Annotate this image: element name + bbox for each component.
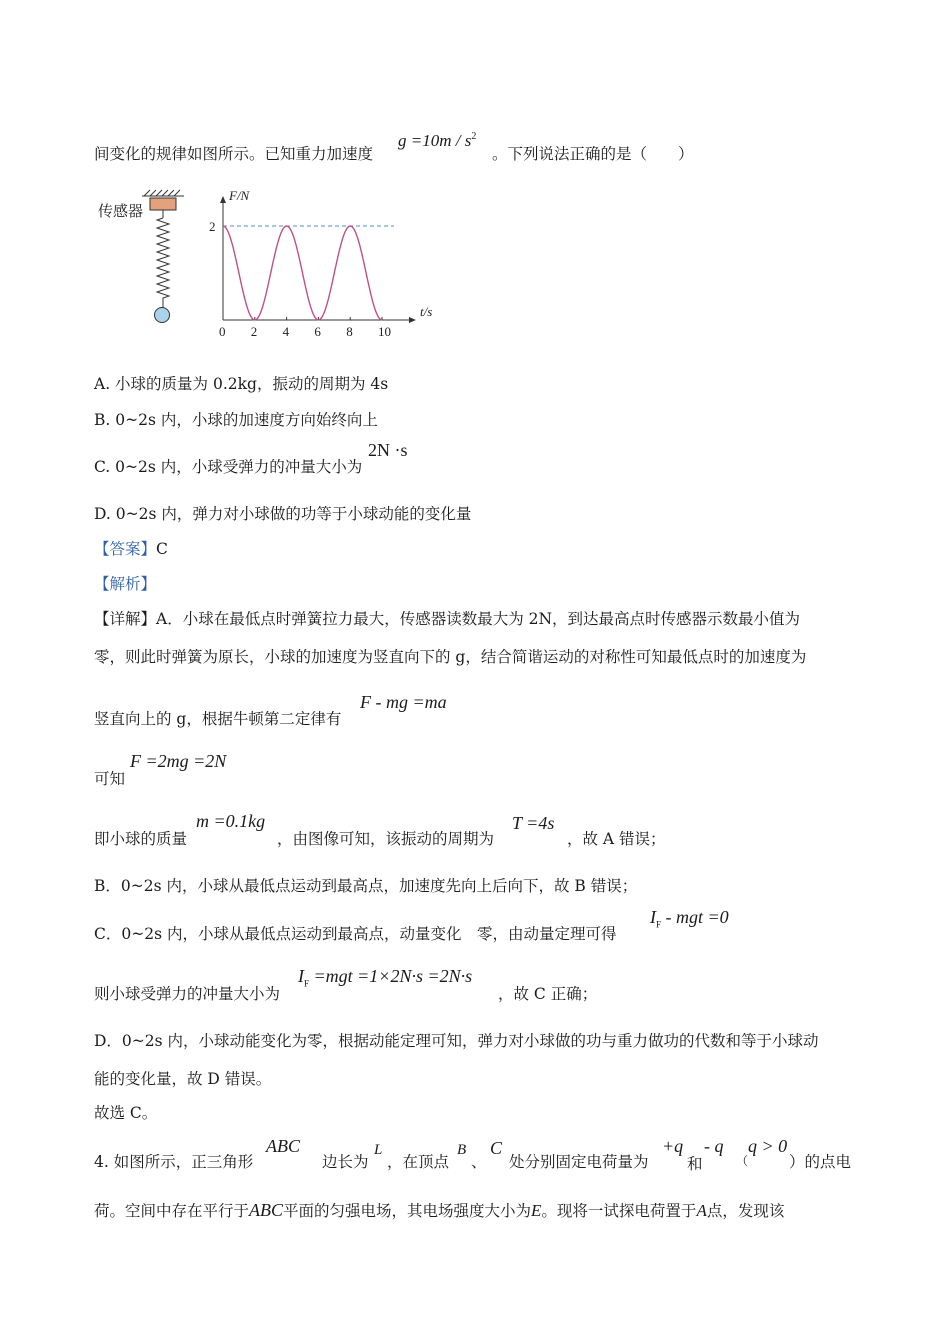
option-c-text: C. 0~2s 内，小球受弹力的冲量大小为: [94, 458, 363, 476]
answer-line: [94, 537, 168, 559]
g-expr: g =10m / s: [398, 131, 472, 150]
x-tick-8: 8: [346, 324, 353, 339]
intro-before: 间变化的规律如图所示。已知重力加速度: [94, 145, 374, 163]
detail-line-6: B．0~2s 内，小球从最低点运动到最高点，加速度先向上后向下，故 B 错误；: [94, 877, 638, 895]
detail-line-5a: 即小球的质量: [94, 830, 188, 848]
figure: [96, 184, 436, 344]
q4-line-1: [94, 1150, 253, 1172]
q4-line2c: 。现将一试探电荷置于: [541, 1202, 697, 1220]
equation-newton: F - mg =ma: [360, 692, 447, 712]
x-tick-4: 4: [282, 324, 290, 339]
q4-condition: q > 0: [748, 1136, 788, 1156]
option-a: A. 小球的质量为 0.2kg，振动的周期为 4s: [94, 375, 389, 393]
q4-sep: 、: [471, 1153, 487, 1171]
q4-E: E: [531, 1201, 542, 1220]
y-axis-arrow: [220, 196, 226, 203]
sensor-label: 传感器: [98, 202, 144, 220]
q4-B: B: [457, 1142, 467, 1158]
detail-line-8b: ，故 C 正确；: [498, 985, 598, 1003]
q4-p1: 4. 如图所示，正三角形: [94, 1153, 254, 1171]
q4-minus-q: - q: [704, 1136, 724, 1156]
q4-L: L: [374, 1142, 383, 1158]
intro-after: 。下列说法正确的是（ ）: [492, 145, 694, 163]
equation-impulse: [650, 907, 729, 930]
impulse-rest: - mgt =0: [661, 907, 729, 927]
detail-line-8a: 则小球受弹力的冲量大小为: [94, 985, 281, 1003]
force-curve: [223, 226, 382, 320]
q4-line2d: 点，发现该: [706, 1202, 785, 1220]
detail-line-4: 可知: [94, 770, 126, 788]
analysis-tag: 【解析】: [94, 575, 157, 593]
q4-A: A: [696, 1201, 707, 1220]
q4-line2a: 荷。空间中存在平行于: [94, 1202, 250, 1220]
q4-abc-2: ABC: [249, 1200, 284, 1220]
option-c: [94, 455, 362, 477]
option-c-expr: 2N ·s: [368, 440, 408, 460]
axes: [220, 196, 416, 323]
y-tick-2: 2: [209, 219, 216, 234]
q4-abc: ABC: [266, 1136, 300, 1156]
tick-labels: [219, 324, 391, 339]
conclusion: 故选 C。: [94, 1104, 158, 1122]
ceiling-hatch: [142, 190, 184, 196]
detail-line-5b: ，由图像可知，该振动的周期为: [277, 830, 495, 848]
detail-line-5c: ，故 A 错误；: [567, 830, 666, 848]
impulse-subscript-2: F: [304, 978, 310, 989]
answer-tag: 【答案】: [94, 540, 157, 558]
option-b: B. 0~2s 内，小球的加速度方向始终向上: [94, 411, 378, 429]
impulse-symbol: I: [650, 907, 656, 927]
x-tick-6: 6: [314, 324, 321, 339]
q4-line2b: 平面的匀强电场，其电场强度大小为: [283, 1202, 532, 1220]
spring: [157, 218, 169, 308]
x-axis-arrow: [409, 317, 416, 323]
equation-period: T =4s: [512, 813, 555, 833]
q4-plus-q: +q: [662, 1136, 684, 1156]
q4-close-paren: ）的点电: [789, 1153, 852, 1171]
impulse-symbol-2: I: [298, 966, 304, 986]
detail-line-3: 竖直向上的 g，根据牛顿第二定律有: [94, 710, 342, 728]
detail-line-2: 零，则此时弹簧为原长，小球的加速度为竖直向下的 g，结合简谐运动的对称性可知最低点时的加速度为: [94, 648, 807, 666]
q4-and: 和: [687, 1155, 703, 1173]
x-tick-0: 0: [219, 324, 226, 339]
q4-line-2: [94, 1199, 784, 1221]
gravity-expression: [398, 130, 476, 151]
x-tick-10: 10: [378, 324, 391, 339]
answer-value: C: [156, 540, 168, 558]
q4-p3: ，在顶点: [387, 1153, 450, 1171]
q4-open-paren: （: [736, 1154, 749, 1168]
equation-force: F =2mg =2N: [130, 751, 227, 771]
q4-p4: 处分别固定电荷量为: [509, 1153, 649, 1171]
equation-mass: m =0.1kg: [196, 811, 266, 831]
x-tick-2: 2: [250, 324, 258, 339]
g-exponent: 2: [471, 131, 477, 142]
y-axis-label: F/N: [229, 188, 250, 203]
x-axis-label: t/s: [420, 304, 433, 319]
detail-line-7: C．0~2s 内，小球从最低点运动到最高点，动量变化 零，由动量定理可得: [94, 925, 617, 943]
intro-line: [94, 142, 373, 164]
impulse-value-rest: =mgt =1×2N·s =2N·s: [309, 966, 473, 986]
option-d: D. 0~2s 内，弹力对小球做的功等于小球动能的变化量: [94, 505, 472, 523]
q4-C: C: [490, 1138, 503, 1158]
detail-line-1: 【详解】A．小球在最低点时弹簧拉力最大，传感器读数最大为 2N，到达最高点时传感器示数最小值为: [94, 610, 801, 628]
ball: [155, 308, 170, 323]
q4-p2: 边长为: [322, 1153, 369, 1171]
detail-line-10: 能的变化量，故 D 错误。: [94, 1070, 272, 1088]
spring-force-figure: [96, 184, 436, 344]
impulse-subscript: F: [656, 919, 662, 930]
sensor-box: [150, 198, 176, 210]
equation-impulse-value: [298, 966, 472, 989]
detail-line-9: D．0~2s 内，小球动能变化为零，根据动能定理可知，弹力对小球做的功与重力做功的代数和等于小球动: [94, 1032, 819, 1050]
